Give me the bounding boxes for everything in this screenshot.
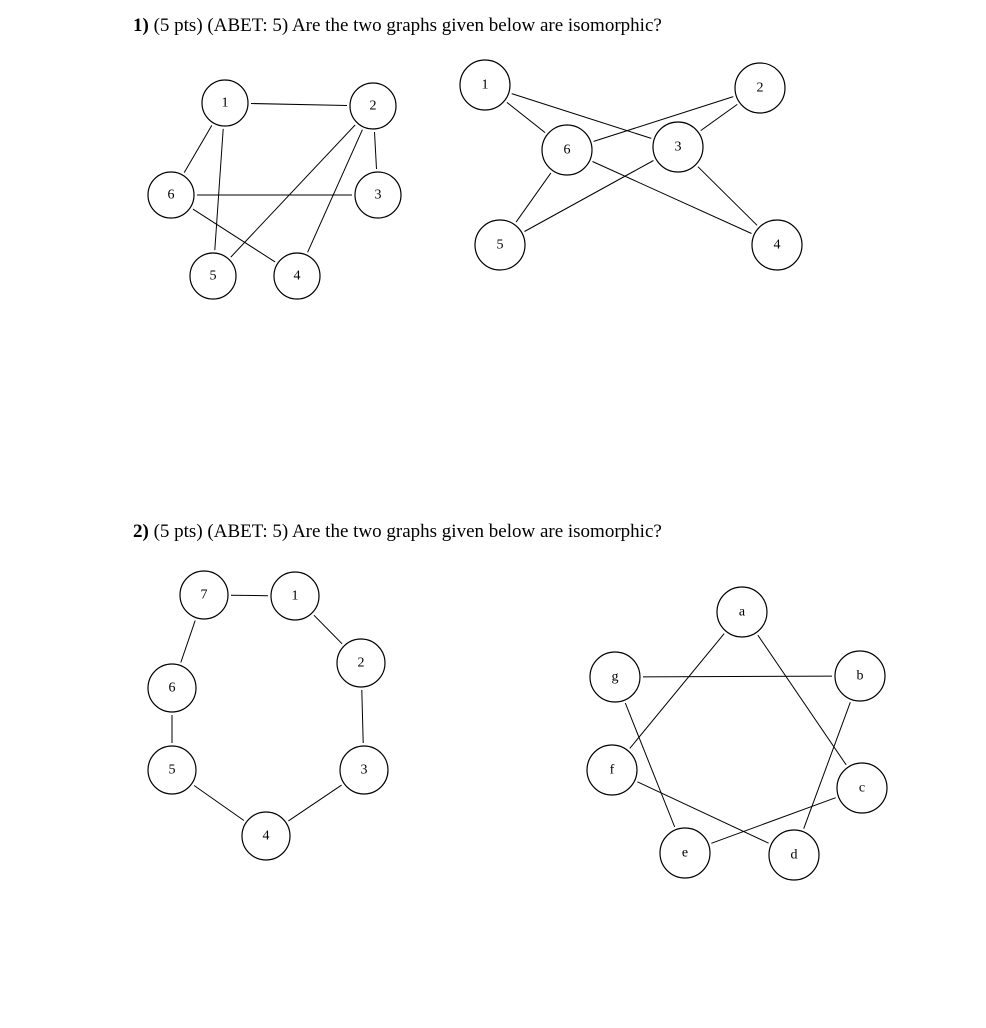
node-1 bbox=[460, 60, 510, 110]
question-number: 1) bbox=[133, 15, 149, 36]
node-label: b bbox=[856, 668, 864, 684]
edge-3-5 bbox=[525, 161, 654, 232]
edge-6-5 bbox=[516, 173, 551, 222]
question-2 bbox=[133, 520, 662, 544]
node-1 bbox=[271, 572, 319, 620]
node-label: 4 bbox=[773, 237, 781, 253]
node-label: 5 bbox=[209, 268, 217, 284]
graph-1-left bbox=[148, 80, 401, 299]
node-label: 1 bbox=[291, 588, 299, 604]
node-1 bbox=[202, 80, 248, 126]
node-label: 2 bbox=[756, 80, 764, 96]
edge-2-4 bbox=[308, 130, 363, 253]
node-g bbox=[590, 652, 640, 702]
node-6 bbox=[148, 172, 194, 218]
node-label: 2 bbox=[369, 98, 377, 114]
edge-4-5 bbox=[194, 786, 244, 821]
edge-1-2 bbox=[251, 104, 347, 106]
edge-1-6 bbox=[507, 102, 545, 132]
edge-b-d bbox=[804, 702, 851, 828]
node-3 bbox=[653, 122, 703, 172]
node-label: 3 bbox=[360, 762, 368, 778]
node-label: f bbox=[609, 762, 615, 778]
edge-6-7 bbox=[181, 621, 195, 663]
node-label: 3 bbox=[374, 187, 382, 203]
node-3 bbox=[340, 746, 388, 794]
node-d bbox=[769, 830, 819, 880]
edge-f-d bbox=[637, 782, 768, 843]
edge-1-5 bbox=[215, 129, 223, 250]
graph-2-right bbox=[587, 587, 887, 880]
node-b bbox=[835, 651, 885, 701]
node-label: g bbox=[611, 669, 619, 685]
node-5 bbox=[148, 746, 196, 794]
edge-2-5 bbox=[231, 125, 355, 257]
node-4 bbox=[274, 253, 320, 299]
node-a bbox=[717, 587, 767, 637]
node-label: 6 bbox=[563, 142, 571, 158]
edge-3-4 bbox=[288, 785, 341, 821]
edge-2-3 bbox=[375, 132, 377, 169]
node-label: 4 bbox=[293, 268, 301, 284]
node-c bbox=[837, 763, 887, 813]
edge-c-e bbox=[711, 798, 835, 844]
node-label: c bbox=[858, 780, 866, 796]
edge-2-3 bbox=[701, 104, 738, 130]
node-2 bbox=[337, 639, 385, 687]
question-number: 2) bbox=[133, 521, 149, 542]
edge-6-4 bbox=[593, 162, 752, 234]
question-text: (5 pts) (ABET: 5) Are the two graphs given below are isomorphic? bbox=[153, 521, 662, 542]
edge-a-c bbox=[758, 635, 846, 765]
node-e bbox=[660, 828, 710, 878]
question-1-graphs bbox=[0, 40, 986, 360]
edge-2-3 bbox=[362, 690, 363, 743]
edge-3-4 bbox=[698, 167, 757, 226]
node-label: d bbox=[790, 847, 798, 863]
node-3 bbox=[355, 172, 401, 218]
node-label: 3 bbox=[674, 139, 682, 155]
node-f bbox=[587, 745, 637, 795]
node-4 bbox=[242, 812, 290, 860]
node-label: 6 bbox=[168, 680, 176, 696]
node-label: 2 bbox=[357, 655, 365, 671]
node-6 bbox=[148, 664, 196, 712]
node-label: 5 bbox=[496, 237, 504, 253]
question-1 bbox=[133, 14, 662, 38]
node-label: 5 bbox=[168, 762, 176, 778]
node-label: 7 bbox=[200, 587, 208, 603]
question-text: (5 pts) (ABET: 5) Are the two graphs given below are isomorphic? bbox=[153, 15, 662, 36]
node-label: a bbox=[738, 604, 746, 620]
edge-1-6 bbox=[184, 125, 212, 172]
node-label: 1 bbox=[481, 77, 489, 93]
question-2-graphs bbox=[0, 550, 986, 910]
node-label: 1 bbox=[221, 95, 229, 111]
node-5 bbox=[190, 253, 236, 299]
edge-a-f bbox=[630, 634, 724, 749]
edge-g-b bbox=[643, 676, 832, 677]
node-label: e bbox=[681, 845, 689, 861]
node-label: 4 bbox=[262, 828, 270, 844]
node-4 bbox=[752, 220, 802, 270]
node-2 bbox=[350, 83, 396, 129]
node-6 bbox=[542, 125, 592, 175]
graph-1-right bbox=[460, 60, 802, 270]
node-label: 6 bbox=[167, 187, 175, 203]
edge-1-2 bbox=[314, 615, 342, 644]
graph-2-left bbox=[148, 571, 388, 860]
node-2 bbox=[735, 63, 785, 113]
node-7 bbox=[180, 571, 228, 619]
node-5 bbox=[475, 220, 525, 270]
